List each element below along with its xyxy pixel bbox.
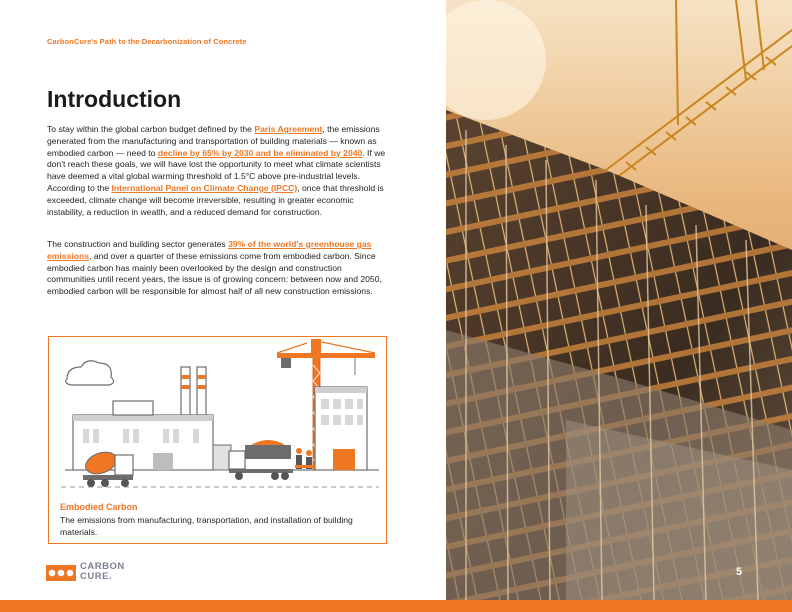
- workers-icon: [295, 448, 315, 469]
- carboncure-logo: [46, 561, 126, 585]
- dump-truck-icon: [229, 440, 293, 480]
- ghg-emissions-link[interactable]: 39% of the world's greenhouse gas emissions: [47, 239, 372, 261]
- building-icon: [315, 387, 367, 470]
- page-title: Introduction: [47, 86, 182, 112]
- logo-line-1: CARBON: [80, 561, 125, 572]
- logo-mark-icon: [46, 565, 76, 581]
- construction-photo-image: [446, 0, 792, 600]
- ipcc-link[interactable]: International Panel on Climate Change (IPCC): [111, 182, 298, 193]
- paragraph-1-text: , the emissions generated from the manufacturing and transportation of building materials — known as embodied carbon — need to: [47, 124, 380, 158]
- paragraph-1-text: , once that threshold is exceeded, climate change will become irreversible, resulting in greater economic instability, a reduction in wealth, and a reduced demand for construction.: [47, 182, 384, 217]
- page-number: 5: [736, 566, 743, 578]
- embodied-carbon-card: [48, 336, 387, 544]
- construction-photo: [446, 0, 792, 600]
- paragraph-1-text: . If we don't reach these goals, we will have lost the opportunity to meet what climate scientists have deemed a vital global warming threshold of 1.5°C above pre-industrial levels. According to the: [47, 147, 386, 193]
- paragraph-1: [47, 124, 392, 218]
- paragraph-2: [47, 239, 392, 298]
- card-description: The emissions from manufacturing, transportation, and installation of building materials.: [60, 515, 353, 537]
- running-header: CarbonCure's Path to the Decarbonization of Concrete: [47, 37, 247, 46]
- bottom-accent-bar: [0, 600, 792, 612]
- paragraph-1-text: To stay within the global carbon budget defined by the: [47, 124, 255, 134]
- paris-agreement-link[interactable]: Paris Agreement: [254, 124, 323, 134]
- paragraph-2-text: The construction and building sector generates: [47, 239, 229, 249]
- decline-target-link[interactable]: decline by 65% by 2030 and be eliminated by 2040: [157, 147, 363, 158]
- logo-wordmark: [80, 562, 125, 582]
- logo-line-2: CURE.: [80, 571, 113, 582]
- embodied-carbon-illustration: [49, 337, 386, 497]
- card-title: Embodied Carbon: [60, 502, 138, 512]
- paragraph-2-text: , and over a quarter of these emissions come from embodied carbon. Since embodied carbon has mainly been overlooked by the design and construction communities until recent years, the issue is of growing concern: between now and 2050, embodied carbon will be responsible for almost half of all new construction emissions.: [47, 250, 382, 297]
